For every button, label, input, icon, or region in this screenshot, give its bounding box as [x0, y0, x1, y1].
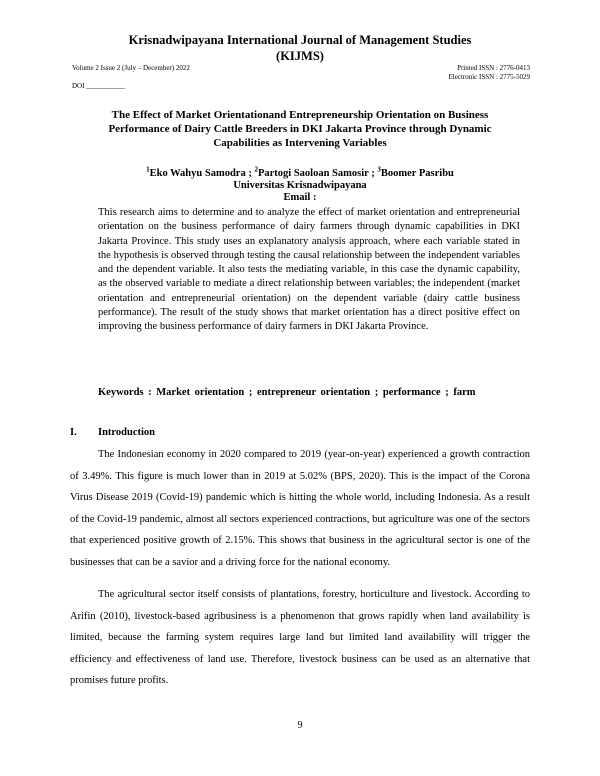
issn-block — [449, 64, 530, 82]
keywords: Keywords : Market orientation ; entrepreneur orientation ; performance ; farm — [98, 387, 476, 398]
author-3-name: Boomer Pasribu — [380, 168, 454, 179]
printed-issn: Printed ISSN : 2776-0413 — [457, 64, 530, 72]
author-2-index: 2 — [254, 165, 258, 174]
author-block — [0, 165, 600, 204]
email-label: Email : — [283, 192, 317, 203]
article-title: The Effect of Market Orientationand Entrepreneurship Orientation on Business Performance of Dairy Cattle Breeders in DKI Jakarta Province through Dynamic Capabilities as Intervening Variables — [108, 109, 492, 149]
journal-abbreviation: (KIJMS) — [276, 49, 324, 63]
author-list — [0, 165, 600, 180]
section-title: Introduction — [98, 427, 155, 438]
journal-header — [0, 32, 600, 64]
section-number: I. — [70, 427, 77, 438]
author-1-index: 1 — [146, 165, 150, 174]
electronic-issn: Electronic ISSN : 2775-5029 — [448, 73, 530, 81]
intro-paragraph-2: The agricultural sector itself consists of plantations, forestry, horticulture and livestock. According to Arifin (2010), livestock-based agribusiness is a phenomenon that grows rapidly when land availability is limited, because the farming system requires large land but limited land availability will trigger the efficiency and effectiveness of land use. Therefore, livestock business can be used as an alternative that promises future profits. — [70, 589, 530, 686]
page-number: 9 — [297, 720, 303, 731]
intro-paragraph-1: The Indonesian economy in 2020 compared to 2019 (year-on-year) experienced a growth contraction of 3.49%. This figure is much lower than in 2019 at 5.02% (BPS, 2020). This is the impact of the Corona Virus Disease 2019 (Covid-19) pandemic which is hitting the whole world, including Indonesia. As a result of the Covid-19 pandemic, almost all sectors experienced contractions, but agriculture was one of the sectors that experienced positive growth of 2.15%. This shows that business in the agricultural sector is one of the businesses that can be a savior and a driving force for the national economy. — [70, 449, 530, 568]
author-2-name: Partogi Saoloan Samosir ; — [257, 168, 378, 179]
volume-info: Volume 2 Issue 2 (July – December) 2022 — [72, 64, 190, 72]
doi-line: DOI ___________ — [72, 82, 125, 90]
abstract: This research aims to determine and to analyze the effect of market orientation and entrepreneurial orientation on the business performance of dairy farmers through dynamic capabilities in DKI Jakarta Province. This study uses an explanatory analysis approach, where each variable stated in the hypothesis is observed through testing the causal relationship between the independent variables and the dependent variable. It also tests the mediating variable, in this case the dynamic capability, as the observed variable to mediate a direct relationship between variables; the independent (market orientation and entrepreneurial orientation) on the dependent variable (dairy cattle business performance). The result of the study shows that market orientation has a direct positive effect on improving the business performance of dairy farmers in DKI Jakarta Province. — [98, 207, 520, 333]
author-1-name: Eko Wahyu Samodra ; — [149, 168, 255, 179]
journal-name: Krisnadwipayana International Journal of Management Studies — [128, 33, 472, 47]
author-3-index: 3 — [377, 165, 381, 174]
affiliation: Universitas Krisnadwipayana — [233, 180, 367, 191]
